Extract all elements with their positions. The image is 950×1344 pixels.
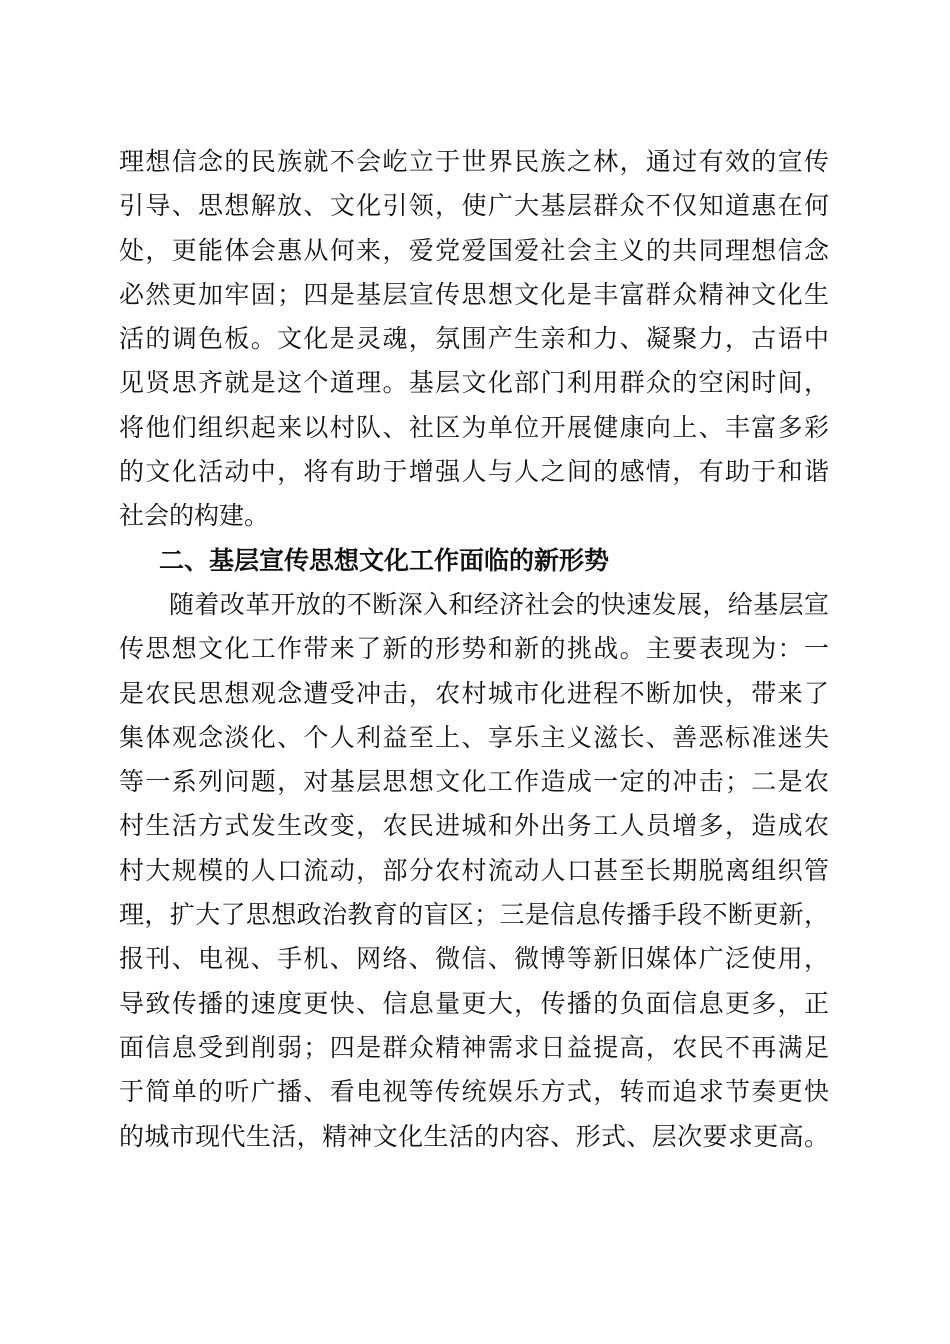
- paragraph-line: 传思想文化工作带来了新的形势和新的挑战。主要表现为：一: [119, 634, 829, 664]
- paragraph-line: 导致传播的速度更快、信息量更大，传播的负面信息更多，正: [119, 988, 829, 1018]
- paragraph-line: 村生活方式发生改变，农民进城和外出务工人员增多，造成农: [119, 811, 829, 841]
- paragraph-line: 社会的构建。: [119, 501, 270, 531]
- document-body: [119, 140, 829, 1159]
- paragraph-line: 面信息受到削弱；四是群众精神需求日益提高，农民不再满足: [119, 1032, 829, 1062]
- paragraph-line: 随着改革开放的不断深入和经济社会的快速发展，给基层宣: [169, 589, 829, 619]
- paragraph-line: 理，扩大了思想政治教育的盲区；三是信息传播手段不断更新，: [119, 900, 829, 930]
- paragraph-1: [119, 140, 829, 539]
- paragraph-line: 必然更加牢固；四是基层宣传思想文化是丰富群众精神文化生: [119, 279, 829, 309]
- paragraph-line: 的城市现代生活，精神文化生活的内容、形式、层次要求更高。: [119, 1121, 829, 1151]
- paragraph-line: 将他们组织起来以村队、社区为单位开展健康向上、丰富多彩: [119, 412, 829, 442]
- section-heading: 二、基层宣传思想文化工作面临的新形势: [159, 545, 610, 575]
- paragraph-line: 处，更能体会惠从何来，爱党爱国爱社会主义的共同理想信念: [119, 235, 829, 265]
- paragraph-line: 于简单的听广播、看电视等传统娱乐方式，转而追求节奏更快: [119, 1077, 829, 1107]
- paragraph-line: 活的调色板。文化是灵魂，氛围产生亲和力、凝聚力，古语中: [119, 324, 829, 354]
- paragraph-line: 集体观念淡化、个人利益至上、享乐主义滋长、善恶标准迷失: [119, 722, 829, 752]
- paragraph-line: 村大规模的人口流动，部分农村流动人口甚至长期脱离组织管: [119, 855, 829, 885]
- paragraph-line: 的文化活动中，将有助于增强人与人之间的感情，有助于和谐: [119, 457, 829, 487]
- paragraph-line: 是农民思想观念遭受冲击，农村城市化进程不断加快，带来了: [119, 678, 829, 708]
- paragraph-line: 理想信念的民族就不会屹立于世界民族之林，通过有效的宣传: [119, 147, 829, 176]
- paragraph-2: [119, 583, 829, 1159]
- paragraph-line: 等一系列问题，对基层思想文化工作造成一定的冲击；二是农: [119, 767, 829, 797]
- paragraph-line: 报刊、电视、手机、网络、微信、微博等新旧媒体广泛使用，: [119, 944, 829, 974]
- paragraph-line: 见贤思齐就是这个道理。基层文化部门利用群众的空闲时间，: [119, 368, 829, 398]
- paragraph-line: 引导、思想解放、文化引领，使广大基层群众不仅知道惠在何: [119, 191, 829, 221]
